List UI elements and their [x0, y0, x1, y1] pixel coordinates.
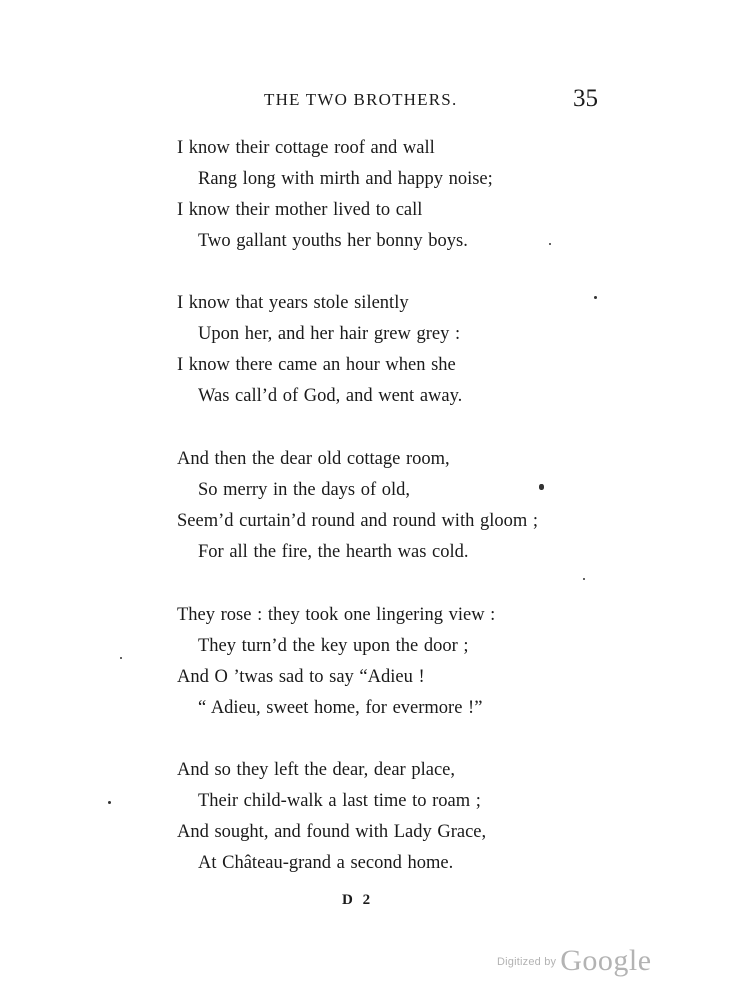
scan-speck	[120, 657, 122, 659]
poem-line: And so they left the dear, dear place,	[177, 760, 455, 780]
page-number: 35	[573, 85, 598, 112]
poem-line: I know that years stole silently	[177, 293, 409, 313]
running-header-title: THE TWO BROTHERS.	[264, 90, 458, 109]
scan-speck	[583, 578, 585, 580]
stanza-4	[177, 600, 597, 724]
signature-mark: D 2	[342, 892, 374, 908]
poem-line: I know their cottage roof and wall	[177, 138, 435, 158]
watermark-brand: Google	[560, 944, 652, 977]
poem-line: Upon her, and her hair grew grey :	[198, 324, 461, 344]
poem-line: And sought, and found with Lady Grace,	[177, 822, 487, 842]
scan-speck	[539, 484, 544, 490]
poem-line: Was call’d of God, and went away.	[198, 386, 463, 406]
poem-line: For all the fire, the hearth was cold.	[198, 542, 469, 562]
scan-speck	[549, 243, 551, 245]
scan-speck	[108, 801, 111, 804]
stanza-2	[177, 288, 597, 412]
poem-line: Rang long with mirth and happy noise;	[198, 169, 493, 189]
poem-line: Their child-walk a last time to roam ;	[198, 791, 481, 811]
poem-line: And then the dear old cottage room,	[177, 449, 450, 469]
poem-line: They rose : they took one lingering view :	[177, 605, 496, 625]
poem-line: Two gallant youths her bonny boys.	[198, 231, 468, 251]
poem-line: I know there came an hour when she	[177, 355, 456, 375]
poem-line: Seem’d curtain’d round and round with gloom ;	[177, 511, 539, 531]
stanza-3	[177, 444, 597, 568]
stanza-1	[177, 133, 597, 257]
stanza-5	[177, 755, 597, 879]
scan-speck	[594, 296, 597, 299]
poem-line: I know their mother lived to call	[177, 200, 423, 220]
poem-line: At Château-grand a second home.	[198, 853, 454, 873]
poem-line: They turn’d the key upon the door ;	[198, 636, 469, 656]
watermark-prefix: Digitized by	[497, 956, 557, 968]
poem-line: “ Adieu, sweet home, for evermore !”	[198, 698, 483, 718]
digitized-by-google-watermark	[497, 944, 652, 978]
poem-line: So merry in the days of old,	[198, 480, 411, 500]
poem-line: And O ’twas sad to say “Adieu !	[177, 667, 425, 687]
